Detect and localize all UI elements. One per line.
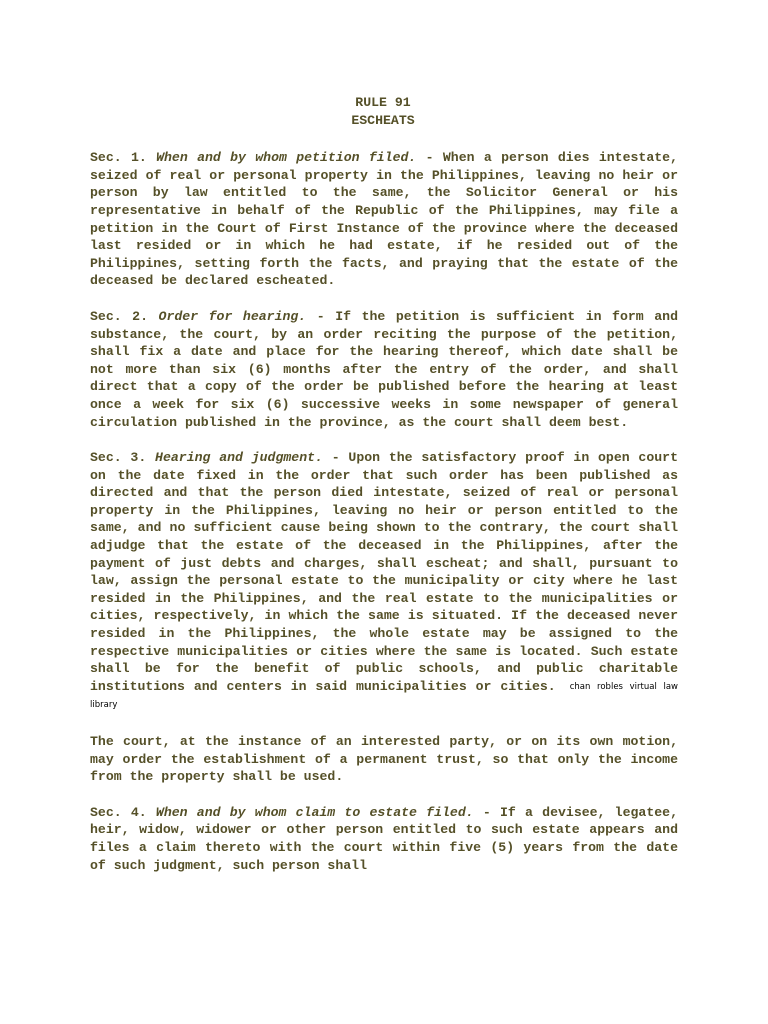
section-number: Sec. 3.	[90, 450, 147, 466]
document-heading	[90, 94, 678, 129]
section-4	[90, 804, 678, 874]
rule-title: ESCHEATS	[351, 112, 415, 128]
section-body: - When a person dies intestate, seized of real or personal property in the Philippines, leaving no heir or person by law entitled to the same, the Solicitor General or his representative in behalf of the Republic of the Philippines, may file a petition in the Court of First Instance of the province where the deceased last resided or in which he had estate, if he resided out of the Philippines, setting forth the facts, and praying that the estate of the deceased be declared escheated.	[90, 150, 678, 289]
section-title: When and by whom claim to estate filed.	[155, 804, 474, 820]
section-3	[90, 449, 678, 715]
section-2	[90, 308, 678, 431]
section-title: When and by whom petition filed.	[156, 150, 417, 166]
document-page	[90, 94, 678, 892]
section-number: Sec. 1.	[90, 150, 147, 166]
section-body: - If the petition is sufficient in form and substance, the court, by an order reciting the purpose of the petition, shall fix a date and place for the hearing thereof, which date shall be not more than six (6) months after the entry of the order, and shall direct that a copy of the order be published before the hearing at least once a week for six (6) successive weeks in some newspaper of general circulation published in the province, as the court shall deem best.	[90, 308, 678, 430]
section-body: - Upon the satisfactory proof in open court on the date fixed in the order that such order has been published as directed and that the person died intestate, seized of real or personal property in the Philippines, leaving no heir or person entitled to the same, and no sufficient cause being shown to the contrary, the court shall adjudge that the estate of the deceased in the Philippines, after the payment of just debts and charges, shall escheat; and shall, pursuant to law, assign the personal estate to the municipality or city where he last resided in the Philippines, and the real estate to the municipalities or cities, respectively, in which the same is situated. If the deceased never resided in the Philippines, the whole estate may be assigned to the respective municipalities or cities where the same is located. Such estate shall be for the benefit of public schools, and public charitable institutions and centers in said municipalities or cities.	[90, 450, 678, 694]
section-1	[90, 149, 678, 290]
section-number: Sec. 4.	[90, 804, 147, 820]
section-title: Hearing and judgment.	[155, 450, 323, 466]
section-3-continuation	[90, 733, 678, 786]
section-number: Sec. 2.	[90, 308, 149, 324]
section-title: Order for hearing.	[158, 308, 307, 324]
library-stamp: chan robles virtual law library	[90, 681, 679, 711]
rule-number: RULE 91	[355, 95, 411, 110]
section-body: The court, at the instance of an interested party, or on its own motion, may order the establishment of a permanent trust, so that only the income from the property shall be used.	[90, 734, 678, 785]
section-body: - If a devisee, legatee, heir, widow, widower or other person entitled to such estate appears and files a claim thereto with the court within five (5) years from the date of such judgment, such person shall	[90, 804, 678, 873]
